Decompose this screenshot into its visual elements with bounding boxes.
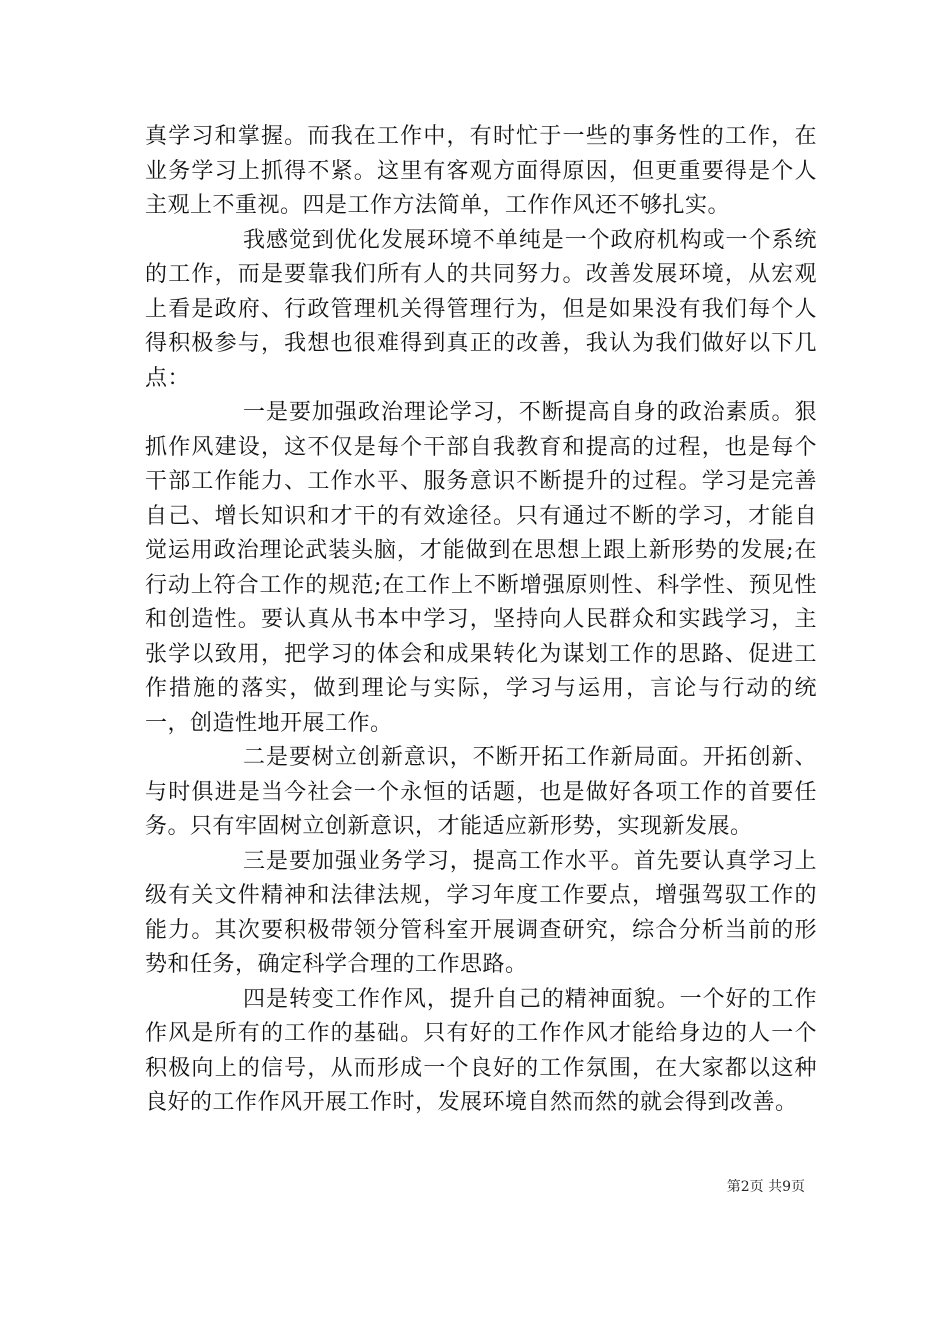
paragraph-6: 四是转变工作作风，提升自己的精神面貌。一个好的工作作风是所有的工作的基础。只有好的工作作风才能给身边的人一个积极向上的信号，从而形成一个良好的工作氛围，在大家都以这种良好的工作作风开展工作时，发展环境自然而然的就会得到改善。 — [145, 986, 817, 1115]
footer-current-page: 2 — [740, 1179, 750, 1195]
paragraph-2: 我感觉到优化发展环境不单纯是一个政府机构或一个系统的工作，而是要靠我们所有人的共同努力。改善发展环境，从宏观上看是政府、行政管理机关得管理行为，但是如果没有我们每个人得积极参与，我想也很难得到真正的改善，我认为我们做好以下几点： — [145, 227, 817, 391]
footer-prefix: 第 — [726, 1179, 741, 1195]
paragraph-1: 真学习和掌握。而我在工作中，有时忙于一些的事务性的工作，在业务学习上抓得不紧。这里有客观方面得原因，但更重要得是个人主观上不重视。四是工作方法简单，工作作风还不够扎实。 — [145, 124, 817, 218]
footer-suffix: 页 — [791, 1179, 805, 1195]
document-body — [145, 120, 817, 1121]
footer-total-pages: 9 — [782, 1179, 791, 1195]
paragraph-4: 二是要树立创新意识，不断开拓工作新局面。开拓创新、与时俱进是当今社会一个永恒的话题，也是做好各项工作的首要任务。只有牢固树立创新意识，才能适应新形势，实现新发展。 — [145, 745, 817, 839]
paragraph-3: 一是要加强政治理论学习，不断提高自身的政治素质。狠抓作风建设，这不仅是每个干部自我教育和提高的过程，也是每个干部工作能力、工作水平、服务意识不断提升的过程。学习是完善自己、增长知识和才干的有效途径。只有通过不断的学习，才能自觉运用政治理论武装头脑，才能做到在思想上跟上新形势的发展;在行动上符合工作的规范;在工作上不断增强原则性、科学性、预见性和创造性。要认真从书本中学习，坚持向人民群众和实践学习，主张学以致用，把学习的体会和成果转化为谋划工作的思路、促进工作措施的落实，做到理论与实际，学习与运用，言论与行动的统一，创造性地开展工作。 — [145, 400, 817, 736]
footer-middle: 页 共 — [749, 1179, 783, 1195]
paragraph-5: 三是要加强业务学习，提高工作水平。首先要认真学习上级有关文件精神和法律法规，学习年度工作要点，增强驾驭工作的能力。其次要积极带领分管科室开展调查研究，综合分析当前的形势和任务，确定科学合理的工作思路。 — [145, 848, 817, 977]
page-number-footer — [727, 1176, 805, 1196]
